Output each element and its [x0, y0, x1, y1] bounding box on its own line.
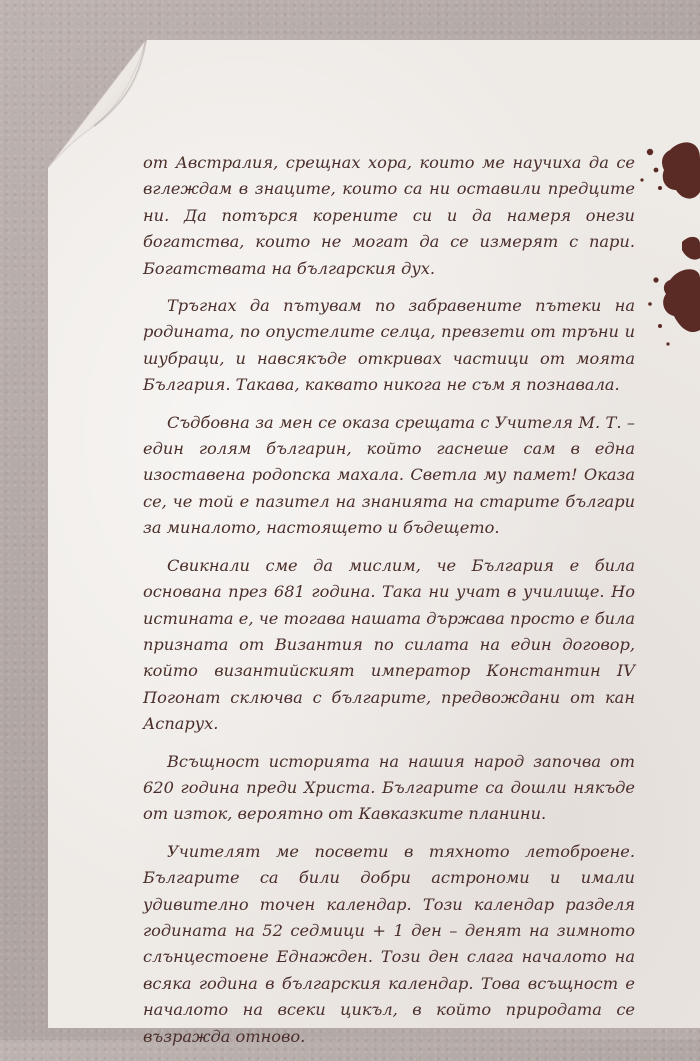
paragraph: от Австралия, срещнах хора, които ме научиха да се вглеждам в знаците, които са ни оставили предците ни. Да потърся корените си и да намеря онези богатства, които не могат да се измерят с пари. Богатствата на българския дух. — [143, 153, 635, 278]
paragraph: Учителят ме посвети в тяхното летоброене. Българите са били добри астрономи и имали удивително точен календар. Този календар разделя годината на 52 седмици + 1 ден – денят на зимното слънцестоене Еднажден. Този ден слага началото на всяка година в българския календар. Това всъщност е началото на всеки цикъл, в който природата се възражда отново. — [143, 841, 635, 1046]
paragraph: Тръгнах да пътувам по забравените пътеки на родината, по опустелите селца, превзети от тръни и шубраци, и навсякъде откривах частици от моята България. Такава, каквато никога не съм я познавала. — [143, 296, 635, 395]
paragraph: Съдбовна за мен се оказа срещата с Учителя М. Т. – един голям българин, който гаснеше сам в една изоставена родопска махала. Светла му памет! Оказа се, че той е пазител на знанията на старите българи за миналото, настоящето и бъдещето. — [143, 412, 635, 538]
paragraph: Свикнали сме да мислим, че България е била основана през 681 година. Така ни учат в училище. Но истината е, че тогава нашата държава просто е била призната от Византия по силата на един договор, който византийският император Константин IV Погонат сключва с българите, предвождани от кан Аспарух. — [143, 555, 635, 734]
paragraph: Всъщност историята на нашия народ започва от 620 година преди Христа. Българите са дошли някъде от изток, вероятно от Кавказките планини. — [143, 751, 635, 824]
body-text — [143, 150, 635, 1061]
